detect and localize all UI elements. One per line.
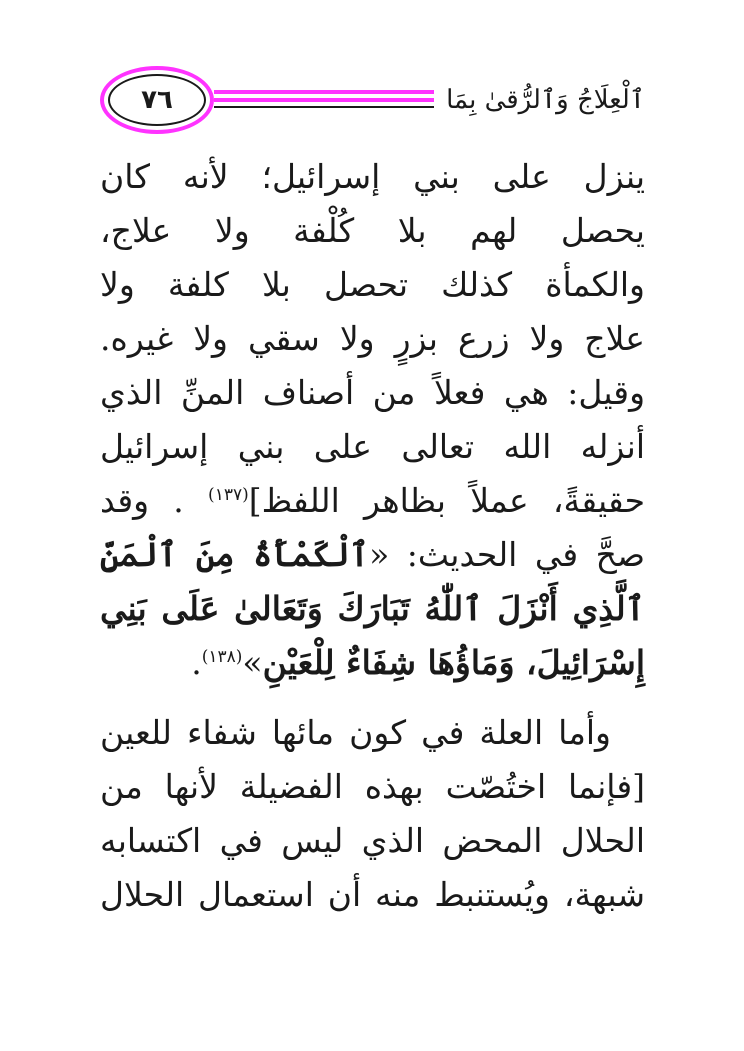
hadith-text: ٱلَّذِي أَنْزَلَ ٱللّٰهُ تَبَارَكَ وَتَعَالىٰ عَلَى بَنِي: [100, 589, 645, 628]
page-body: [100, 150, 645, 922]
text-line: [100, 528, 645, 582]
paragraph-2: [100, 706, 645, 922]
text-line: الحلال المحض الذي ليس في اكتسابه: [100, 821, 645, 860]
page-number: ٧٦: [141, 85, 173, 115]
line-text: صحَّ في الحديث: «: [369, 535, 645, 574]
footnote-marker: (١٣٧): [208, 485, 249, 505]
text-line: والكمأة كذلك تحصل بلا كلفة ولا: [100, 265, 645, 304]
line-text: .: [191, 643, 202, 682]
running-title: ٱلْعِلَاجُ وَٱلرُّقىٰ بِمَا: [446, 85, 645, 115]
page-number-badge: [100, 66, 214, 134]
text-line: يحصل لهم بلا كُلْفة ولا علاج،: [100, 211, 645, 250]
text-line: [100, 636, 645, 690]
footnote-marker: (١٣٨): [201, 647, 243, 667]
page-header: [100, 62, 645, 140]
header-rule-line: [214, 106, 434, 108]
hadith-text: ٱلْكَمْأَةُ مِنَ ٱلْمَنِّ: [100, 535, 370, 574]
text-line: وأما العلة في كون مائها شفاء للعين: [100, 713, 611, 752]
line-text: . وقد: [100, 481, 184, 520]
paragraph-gap: [100, 690, 645, 706]
header-rule-line: [214, 98, 434, 102]
header-ornament-rule: [214, 90, 434, 110]
text-line: شبهة، ويُستنبط منه أن استعمال الحلال: [100, 875, 645, 914]
text-line: أنزله الله تعالى على بني إسرائيل: [100, 427, 645, 466]
hadith-text: إِسْرَائِيلَ، وَمَاؤُهَا شِفَاءٌ لِلْعَيْنِ: [262, 643, 645, 682]
paragraph-1: [100, 150, 645, 690]
text-line: ينزل على بني إسرائيل؛ لأنه كان: [100, 157, 645, 196]
quote-mark: »: [242, 643, 263, 682]
text-line: وقيل: هي فعلاً من أصناف المنِّ الذي: [100, 373, 645, 412]
line-text: حقيقةً، عملاً بظاهر اللفظ]: [248, 481, 645, 520]
text-line: [100, 474, 645, 528]
text-line: [فإنما اختُصّت بهذه الفضيلة لأنها من: [100, 767, 645, 806]
header-rule-line: [214, 90, 434, 94]
text-line: علاج ولا زرع بزرٍ ولا سقي ولا غيره.: [100, 319, 645, 358]
